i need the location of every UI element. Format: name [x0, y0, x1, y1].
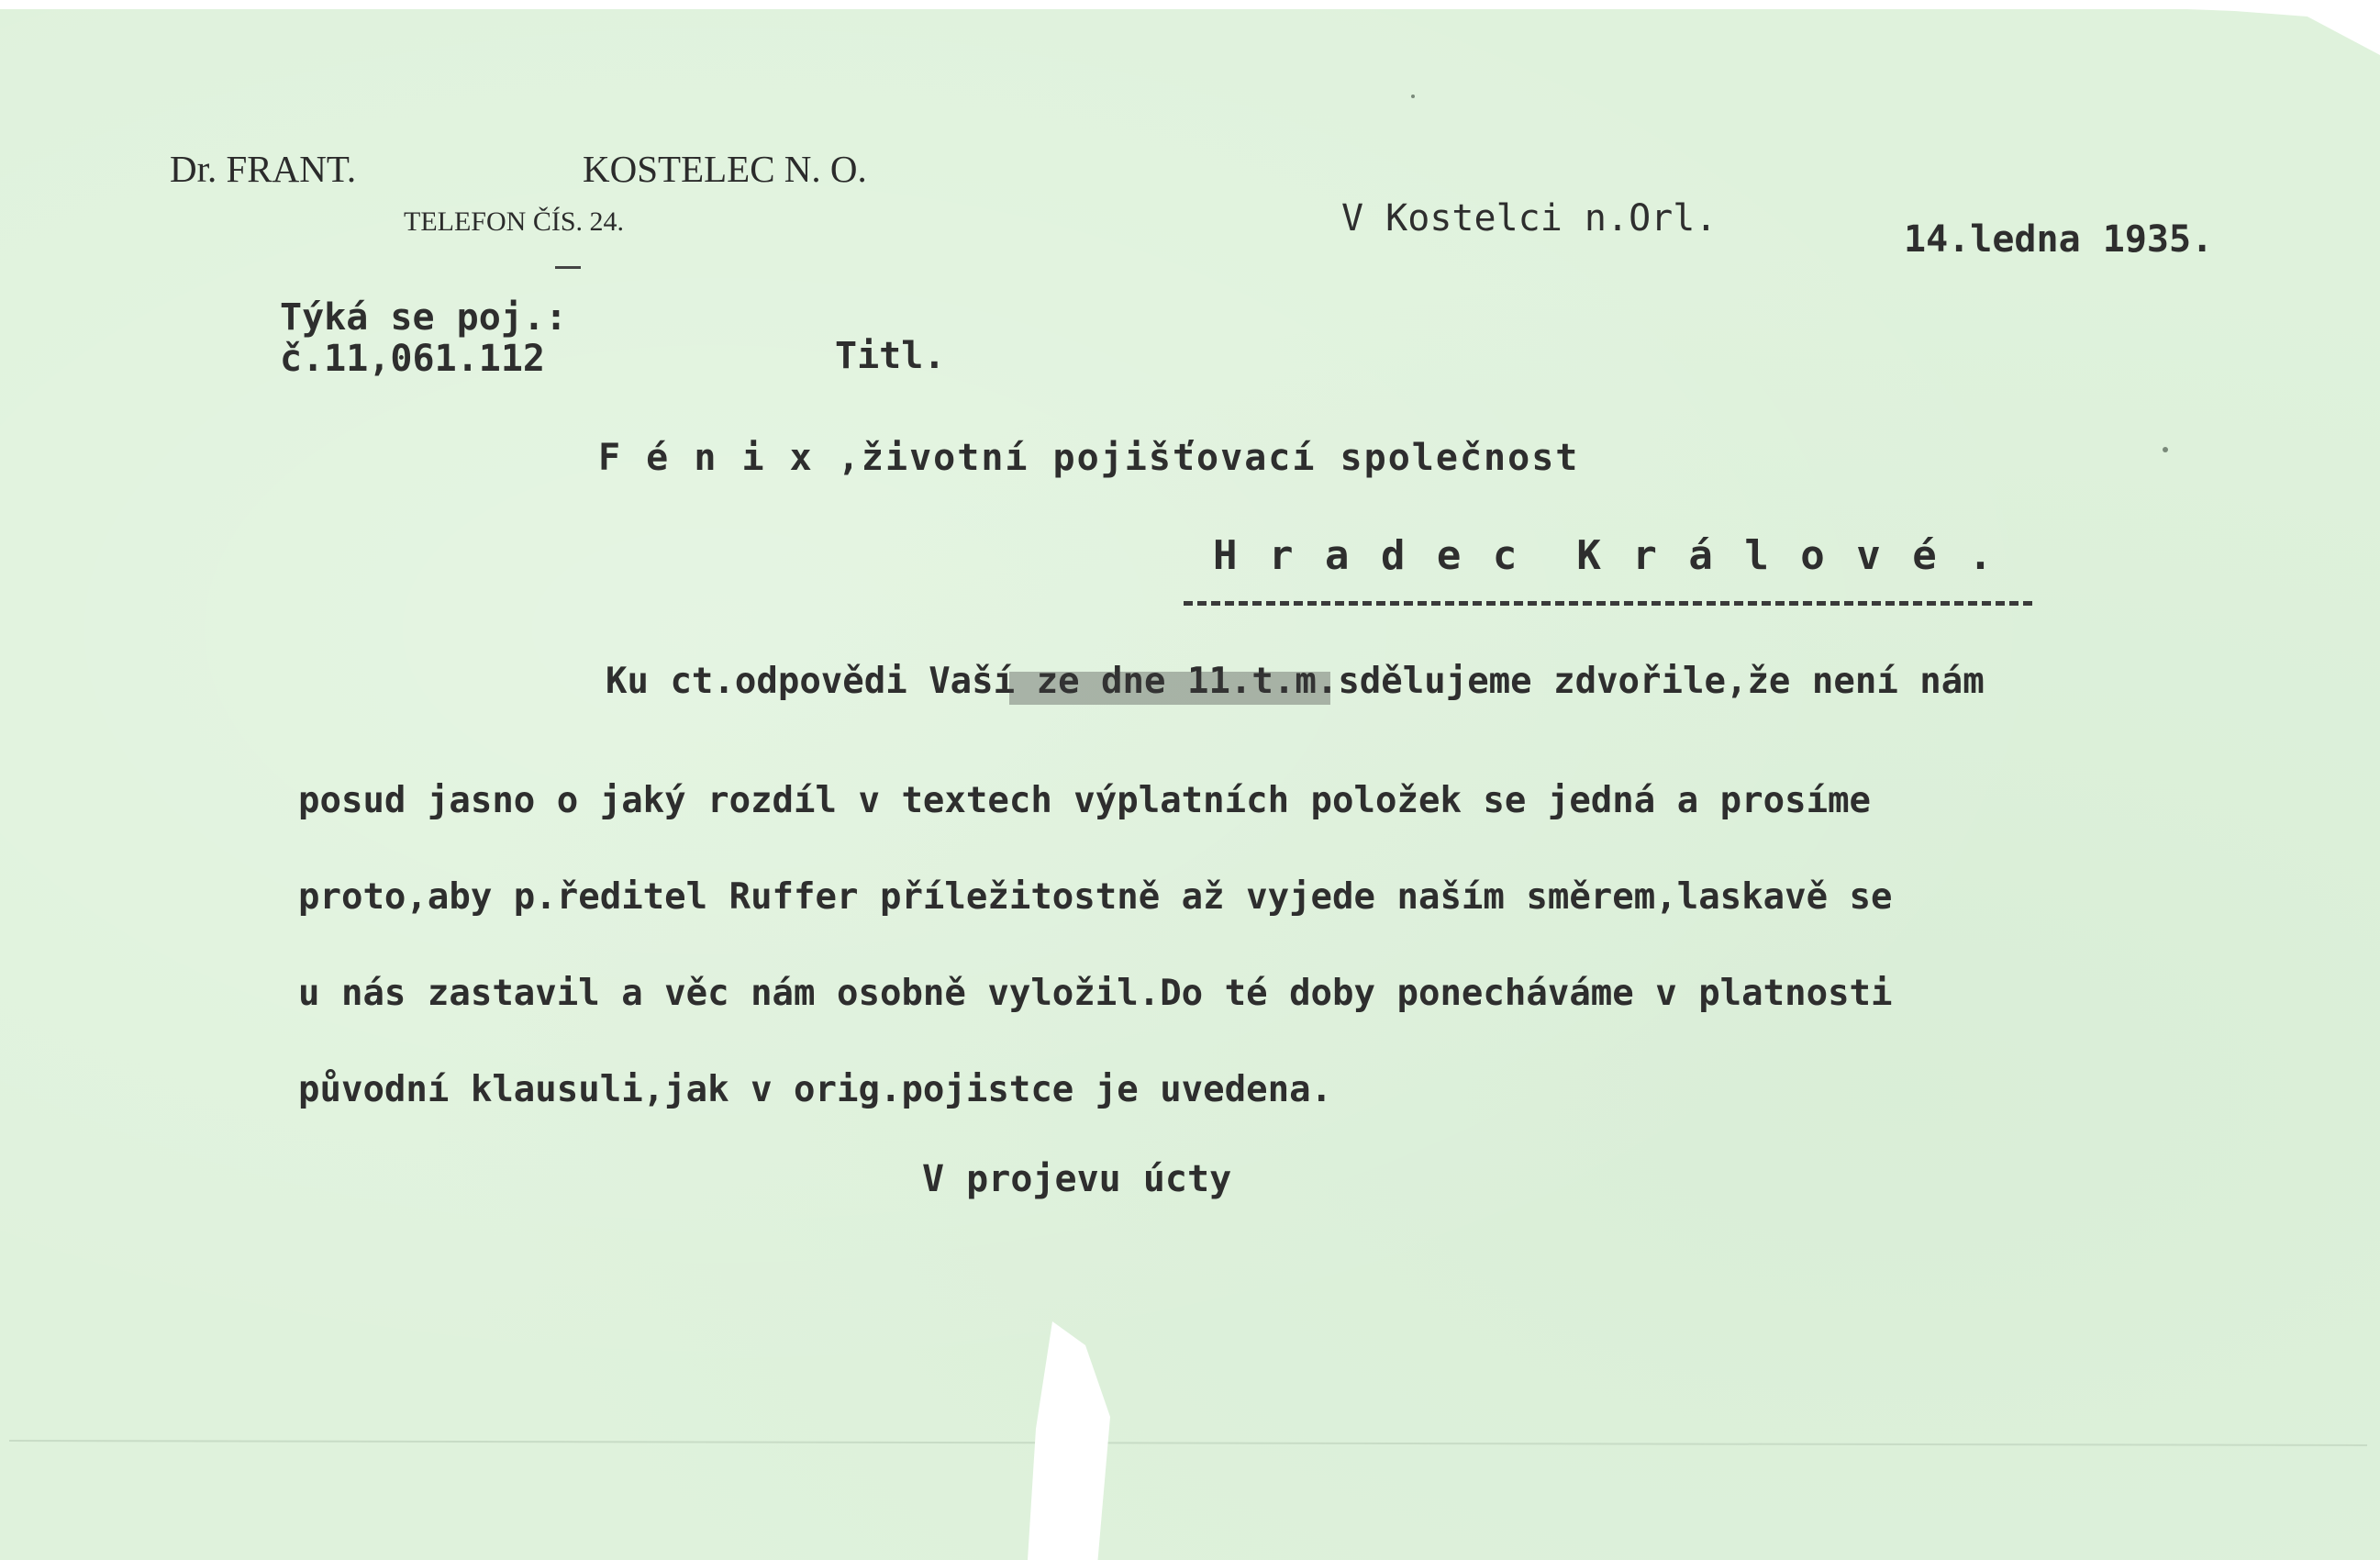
salutation: Titl. — [835, 335, 946, 377]
reference-line-2: č.11,061.112 — [280, 338, 545, 380]
dateline-date: 14.ledna 1935. — [1904, 218, 2214, 261]
dateline-place: V Kostelci n.Orl. — [1341, 197, 1718, 240]
body-line-4: u nás zastavil a věc nám osobně vyložil.Do té doby ponecháváme v platnosti — [298, 973, 1893, 1014]
strikeout-overtype — [1009, 672, 1330, 705]
recipient-company: F é n i x ,životní pojišťovací společnost — [598, 437, 1580, 479]
body-line-1: Ku ct.odpovědi Vaší ze dne 11.t.m.sdělujeme zdvořile,že není nám — [606, 661, 1985, 702]
body-line-3: proto,aby p.ředitel Ruffer příležitostně až vyjede naším směrem,laskavě se — [298, 876, 1893, 918]
closing: V projevu úcty — [922, 1158, 1232, 1200]
recipient-city: H r a d e c K r á l o v é . — [1213, 532, 1996, 579]
body-line-2: posud jasno o jaký rozdíl v textech výplatních položek se jedná a prosíme — [298, 780, 1872, 821]
letterhead-phone: TELEFON ČÍS. 24. — [404, 206, 624, 237]
letterhead-town: KOSTELEC N. O. — [583, 148, 867, 190]
reference-line-1: Týká se poj.: — [280, 296, 568, 339]
letterhead-rule — [555, 266, 581, 269]
letterhead-name: Dr. FRANT. — [170, 148, 357, 190]
body-line-5: původní klausuli,jak v orig.pojistce je uvedena. — [298, 1069, 1333, 1110]
city-underline — [1184, 601, 2032, 606]
